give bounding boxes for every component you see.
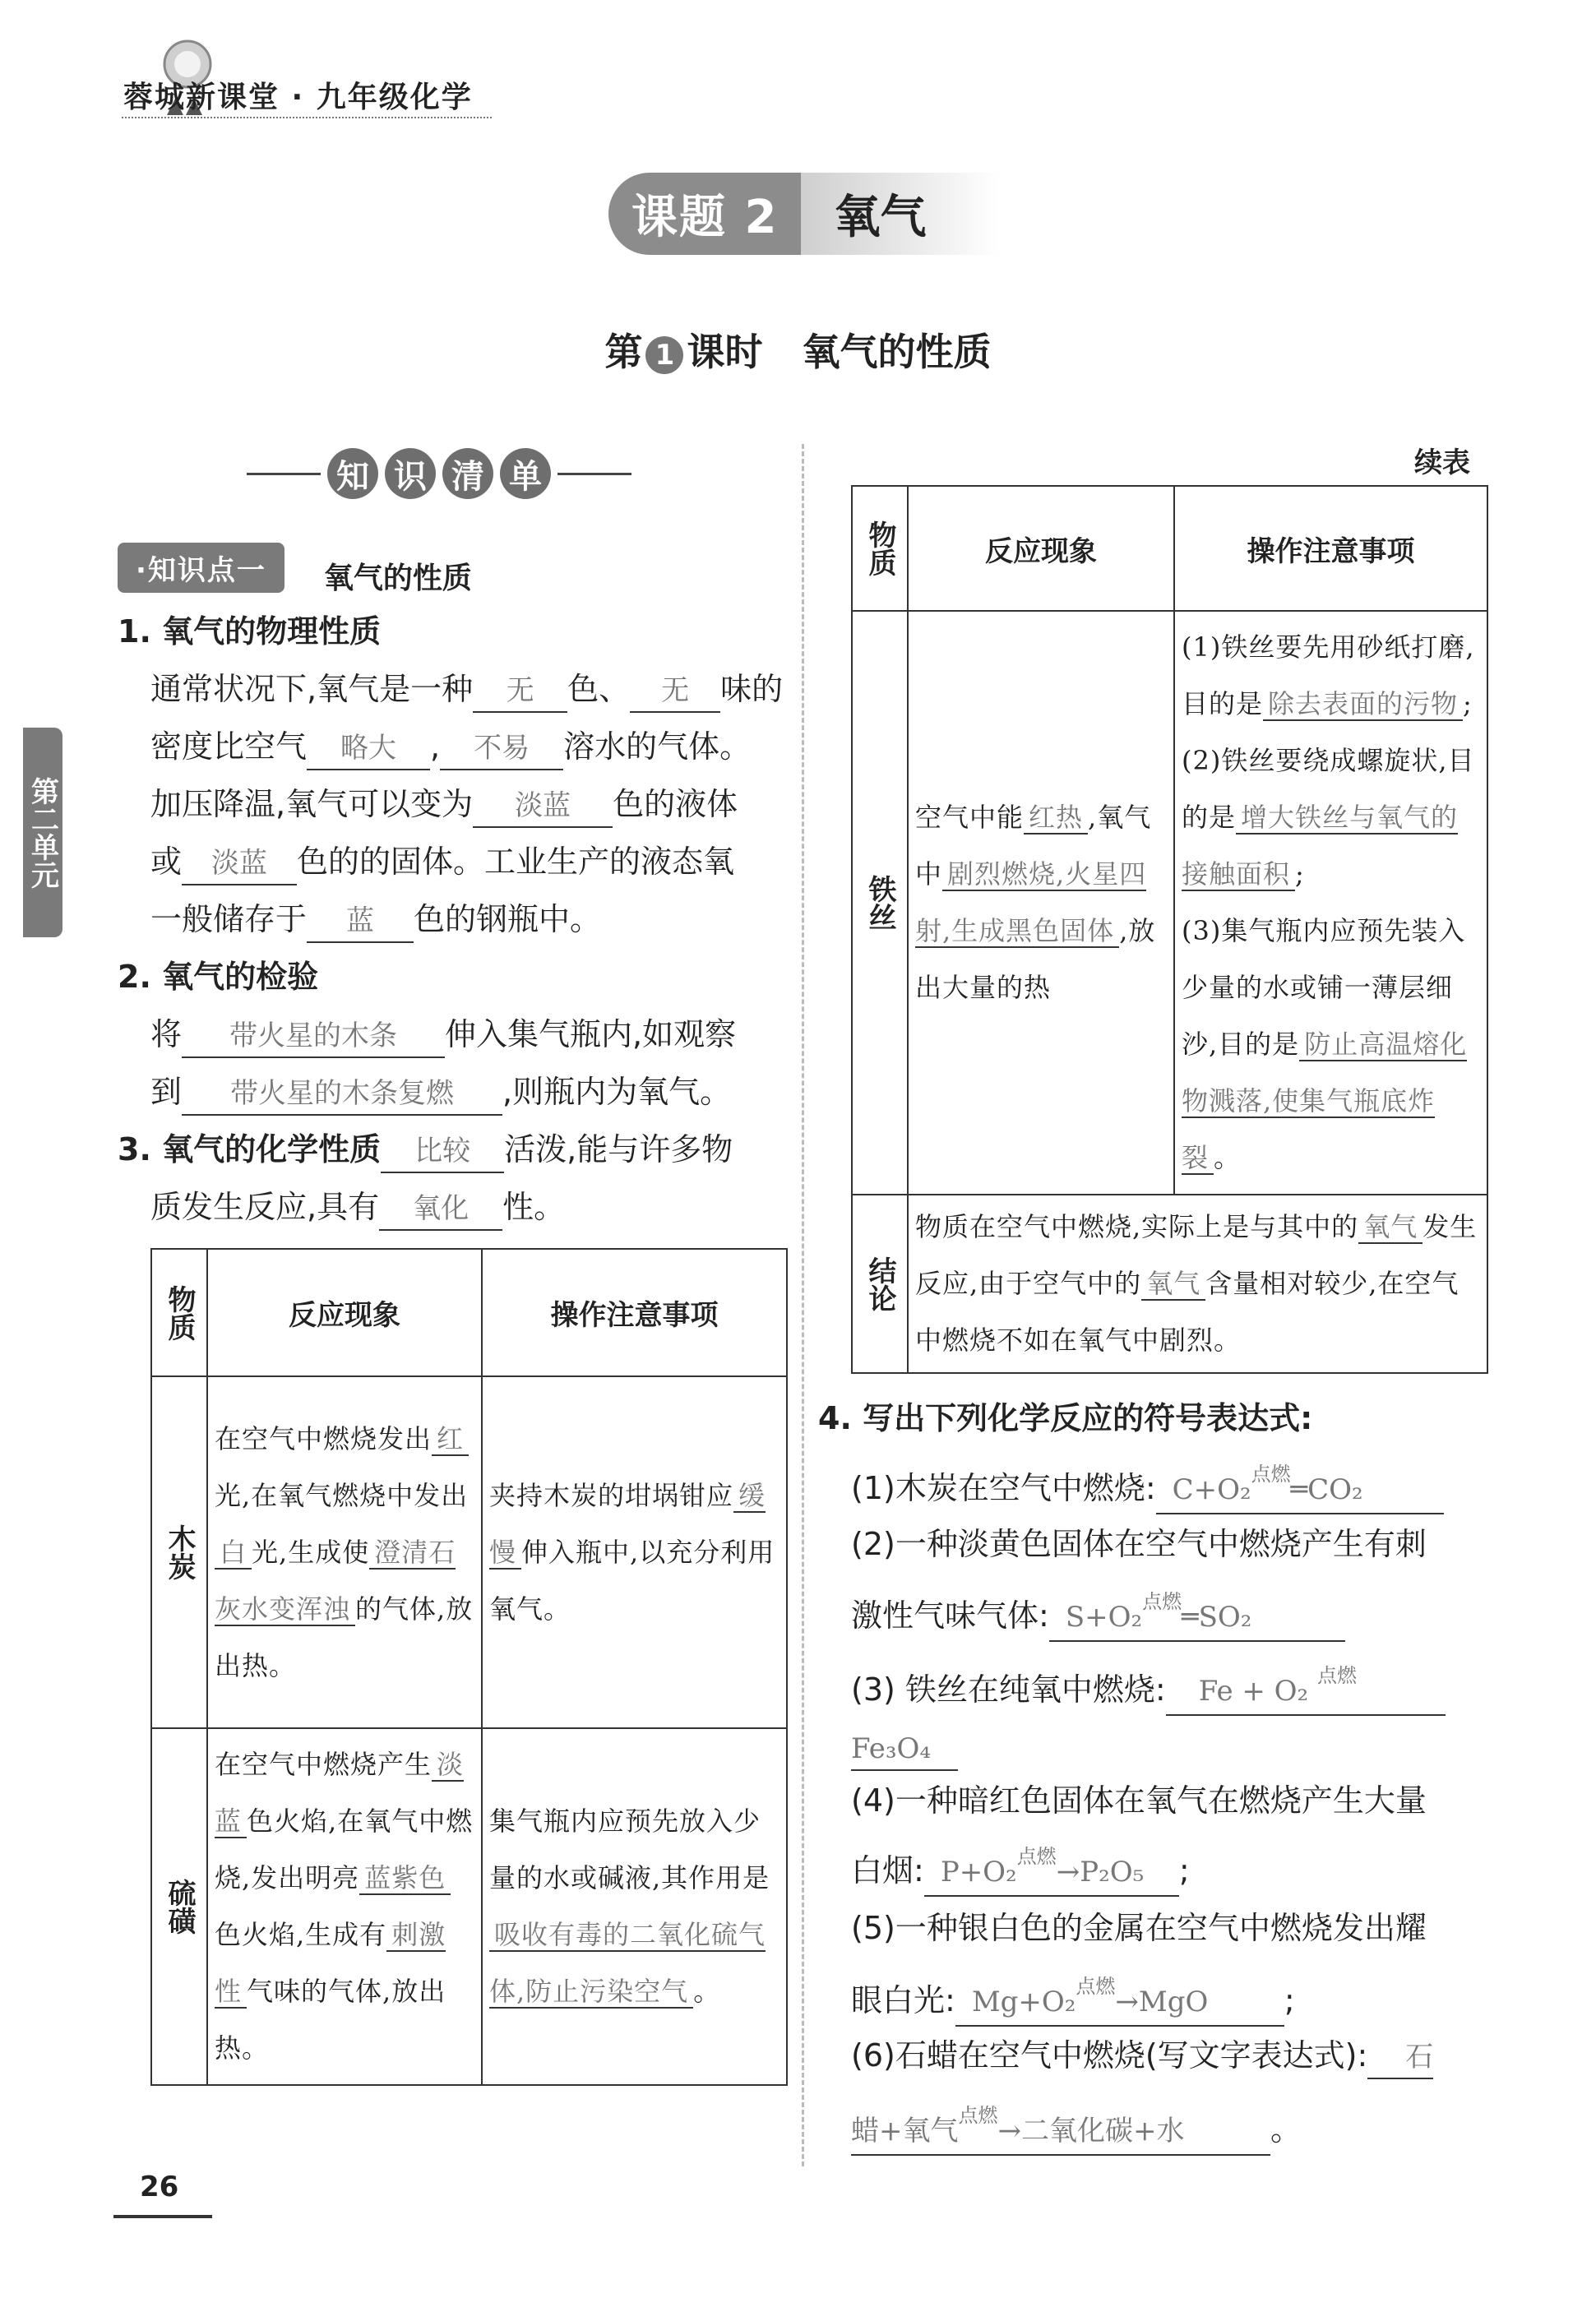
answer-blank: 增大铁丝与氧气的接触面积 <box>1182 802 1459 890</box>
sulfur-phenomenon <box>207 1728 482 2085</box>
lesson-number: 课题 2 <box>608 173 801 255</box>
answer-blank: 氧化 <box>379 1188 502 1231</box>
text: 活泼,能与许多物 <box>504 1131 733 1167</box>
section-dash-right <box>557 473 631 475</box>
text: 集气瓶内应预先放入少量的水或碱液,其作用是 <box>489 1805 770 1893</box>
q4-r4-line2 <box>851 1846 1190 1897</box>
text: 或 <box>150 844 183 880</box>
text: 一般储存于 <box>150 901 308 937</box>
answer-blank: 比较 <box>381 1130 504 1173</box>
answer-blank: 红热 <box>1024 802 1088 834</box>
answer-blank: 蓝 <box>307 900 414 943</box>
answer-blank: 白 <box>215 1537 252 1570</box>
text: 发生反应,由于空气中的 <box>915 1211 1478 1299</box>
table-row <box>852 1195 1487 1373</box>
equation-lhs: C+O₂ <box>1172 1473 1251 1506</box>
text: 色的液体 <box>613 786 738 822</box>
text: 色的钢瓶中。 <box>414 901 602 937</box>
answer-blank: 澄清石灰水变浑浊 <box>215 1536 456 1625</box>
equation-lhs: P+O₂ <box>940 1856 1017 1889</box>
page-number-rule <box>113 2215 212 2218</box>
q4-r3-line1 <box>851 1665 1446 1716</box>
text: 气味的气体,放出热。 <box>215 1976 446 2064</box>
knowledge-point-tag: ·知识点一 <box>118 543 285 593</box>
answer-blank: C+O₂$^{点燃}$═CO₂ <box>1156 1469 1444 1514</box>
page-number: 26 <box>140 2171 179 2203</box>
answer-blank: 略大 <box>307 728 430 770</box>
answer-blank: 不易 <box>440 728 563 770</box>
q1-line4 <box>150 837 734 886</box>
iron-phenomenon <box>908 611 1174 1195</box>
table-row <box>852 611 1487 1195</box>
text: (1)铁丝要先用砂纸打磨,目的是 <box>1182 631 1475 719</box>
section-char: 单 <box>500 448 551 499</box>
text: 光,在氧气燃烧中发出 <box>215 1479 469 1511</box>
answer-blank: 刺激性 <box>215 1919 446 2007</box>
text: ; <box>1284 1982 1295 2018</box>
answer-blank: 蜡+氧气$^{点燃}$→二氧化碳+水 <box>851 2111 1270 2156</box>
period-prefix: 第 <box>604 330 643 374</box>
text: 空气中能 <box>915 802 1025 833</box>
text: 质发生反应,具有 <box>150 1189 380 1225</box>
table-header-row <box>852 486 1487 611</box>
answer-blank: 蓝紫色 <box>359 1862 451 1895</box>
answer-blank: 防止高温熔化物溅落,使集气瓶底炸裂 <box>1182 1029 1468 1173</box>
equation-lhs: Fe + O₂ <box>1198 1675 1309 1708</box>
text: 溶水的气体。 <box>563 728 752 765</box>
q2-line2 <box>150 1067 731 1117</box>
text: ,则瓶内为氧气。 <box>502 1074 732 1110</box>
table-row <box>151 1728 787 2085</box>
conclusion-label: 结论 <box>852 1195 908 1373</box>
period-number: 1 <box>645 336 683 374</box>
q4-r1 <box>851 1463 1444 1514</box>
text: 。 <box>693 1976 721 2007</box>
text: 色火焰,在氧气中燃烧,发出明亮 <box>215 1805 474 1893</box>
section-char: 知 <box>327 448 378 499</box>
period-name: 氧气的性质 <box>802 330 992 374</box>
answer-blank: 吸收有毒的二氧化硫气体,防止污染空气 <box>489 1919 766 2007</box>
text: 含量相对较少,在空气中燃烧不如在氧气中剧烈。 <box>915 1268 1460 1356</box>
text: 的气体,放出热。 <box>215 1593 474 1681</box>
text: , <box>430 728 441 765</box>
sulfur-notes <box>482 1728 787 2085</box>
col-header-substance: 物质 <box>151 1249 207 1376</box>
col-header-phenomenon: 反应现象 <box>908 486 1174 611</box>
q3-line2 <box>150 1182 565 1232</box>
equation-lhs: S+O₂ <box>1065 1601 1143 1634</box>
col-header-substance: 物质 <box>852 486 908 611</box>
answer-blank: 无 <box>630 670 720 713</box>
q4-r5-line1: (5)一种银白色的金属在空气中燃烧发出耀 <box>851 1910 1427 1946</box>
equation-rhs: CO₂ <box>1307 1473 1363 1506</box>
q3-line1 <box>118 1125 733 1174</box>
q1-title: 1. 氧气的物理性质 <box>118 613 382 650</box>
answer-blank: 无 <box>473 670 567 713</box>
charcoal-notes <box>482 1376 787 1728</box>
lesson-banner <box>608 173 1000 255</box>
text: 白烟: <box>851 1852 924 1889</box>
text: 伸入瓶中,以充分利用氧气。 <box>489 1536 775 1625</box>
reaction-condition: 点燃 <box>1317 1664 1357 1687</box>
q4-r3-line2 <box>851 1722 958 1772</box>
text: (3)集气瓶内应预先装入少量的水或铺一薄层细沙,目的是 <box>1182 915 1466 1060</box>
q4-r5-line2 <box>851 1976 1295 2027</box>
col-header-notes: 操作注意事项 <box>482 1249 787 1376</box>
reaction-condition: 点燃 <box>958 2104 998 2127</box>
text: 眼白光: <box>851 1982 955 2018</box>
charcoal-phenomenon <box>207 1376 482 1728</box>
answer-blank <box>1166 1664 1446 1716</box>
reaction-condition: 点燃 <box>1016 1845 1057 1868</box>
q4-r6-line2 <box>851 2105 1302 2156</box>
answer-blank: 氧气 <box>1141 1268 1205 1301</box>
answer-blank: 淡蓝 <box>215 1749 465 1837</box>
equation-rhs: P₂O₅ <box>1080 1856 1145 1889</box>
period-suffix: 课时 <box>687 330 763 374</box>
header-rule <box>122 117 492 118</box>
text: 色火焰,生成有 <box>215 1919 387 1950</box>
q1-line5 <box>150 895 601 944</box>
q1-line3 <box>150 779 738 829</box>
col-header-notes: 操作注意事项 <box>1174 486 1487 611</box>
text: 在空气中燃烧产生 <box>215 1749 433 1780</box>
text: (3) 铁丝在纯氧中燃烧: <box>851 1671 1166 1708</box>
period-title <box>0 322 1596 377</box>
column-divider <box>802 444 804 2166</box>
text: ,放出大量的热 <box>915 915 1156 1003</box>
equation-lhs: Mg+O₂ <box>971 1986 1076 2018</box>
row-substance: 木炭 <box>151 1376 207 1728</box>
text: 性。 <box>502 1189 566 1225</box>
text: (6)石蜡在空气中燃烧(写文字表达式): <box>851 2037 1368 2074</box>
q4-r2-line1: (2)一种淡黄色固体在空气中燃烧产生有刺 <box>851 1526 1427 1562</box>
text: ,氧气中 <box>915 802 1152 890</box>
text: (1)木炭在空气中燃烧: <box>851 1470 1156 1506</box>
text: 伸入集气瓶内,如观察 <box>445 1016 737 1052</box>
text: 通常状况下,氧气是一种 <box>150 671 474 707</box>
table-header-row <box>151 1249 787 1376</box>
text: ; <box>1178 1852 1190 1889</box>
properties-table-2 <box>851 485 1488 1374</box>
text: (2)铁丝要绕成螺旋状,目的是 <box>1182 745 1475 833</box>
answer-blank: 带火星的木条 <box>182 1015 445 1058</box>
lesson-name: 氧气 <box>801 173 1000 255</box>
answer-blank: Mg+O₂$^{点燃}$→MgO <box>955 1981 1284 2027</box>
answer-blank: 石 <box>1367 2037 1433 2079</box>
reaction-condition: 点燃 <box>1251 1463 1291 1486</box>
answer-blank: S+O₂$^{点燃}$═SO₂ <box>1049 1597 1345 1642</box>
book-title: 蓉城新课堂 · 九年级化学 <box>123 81 473 114</box>
answer-blank: 淡蓝 <box>473 785 613 828</box>
text: 加压降温,氧气可以变为 <box>150 786 474 822</box>
text: 夹持木炭的坩埚钳应 <box>489 1479 734 1511</box>
answer-blank: 带火星的木条复燃 <box>182 1073 502 1116</box>
q1-line1 <box>150 664 783 714</box>
section-char: 识 <box>385 448 436 499</box>
text: 光,生成使 <box>252 1536 370 1568</box>
answer-blank: 红 <box>432 1423 469 1456</box>
text: 。 <box>1270 2111 1302 2147</box>
answer-blank: 缓慢 <box>489 1479 766 1568</box>
text: 。 <box>1214 1142 1242 1173</box>
properties-table-1 <box>150 1248 788 2086</box>
reaction-condition: 点燃 <box>1142 1590 1182 1613</box>
text: 将 <box>150 1016 183 1052</box>
equation-rhs: 二氧化碳+水 <box>1021 2115 1185 2147</box>
text: 激性气味气体: <box>851 1597 1049 1634</box>
text: 3. 氧气的化学性质 <box>118 1131 382 1167</box>
section-header <box>247 448 631 499</box>
q2-title: 2. 氧气的检验 <box>118 959 319 995</box>
equation-lhs: 蜡+氧气 <box>851 2115 959 2147</box>
q1-line2 <box>150 722 751 771</box>
answer-blank: P+O₂$^{点燃}$→P₂O₅ <box>924 1852 1179 1897</box>
answer-blank: 除去表面的污物 <box>1263 688 1463 721</box>
answer-blank: 氧气 <box>1358 1211 1423 1244</box>
iron-notes <box>1174 611 1487 1195</box>
row-substance: 硫磺 <box>151 1728 207 2085</box>
section-dash-left <box>247 473 321 475</box>
q2-line1 <box>150 1010 736 1059</box>
q4-r6-line1 <box>851 2031 1433 2080</box>
text: 密度比空气 <box>150 728 308 765</box>
text: 色的的固体。工业生产的液态氧 <box>297 844 735 880</box>
text: ; <box>1463 688 1473 719</box>
text: 味的 <box>720 671 784 707</box>
equation-rhs: MgO <box>1138 1986 1209 2018</box>
table-row <box>151 1376 787 1728</box>
answer-blank: 剧烈燃烧,火星四射,生成黑色固体 <box>915 858 1147 946</box>
row-substance: 铁丝 <box>852 611 908 1195</box>
q4-r4-line1: (4)一种暗红色固体在氧气在燃烧产生大量 <box>851 1782 1427 1819</box>
continued-label: 续表 <box>1414 446 1470 479</box>
text: 色、 <box>567 671 631 707</box>
section-char: 清 <box>442 448 493 499</box>
equation-rhs: SO₂ <box>1198 1601 1252 1634</box>
answer-blank: 淡蓝 <box>182 843 297 885</box>
conclusion-text <box>908 1195 1487 1373</box>
q4-title: 4. 写出下列化学反应的符号表达式: <box>818 1400 1313 1436</box>
text: 在空气中燃烧发出 <box>215 1422 433 1454</box>
col-header-phenomenon: 反应现象 <box>207 1249 482 1376</box>
answer-blank: Fe₃O₄ <box>851 1728 958 1771</box>
unit-side-tab: 第二单元 <box>23 728 62 937</box>
knowledge-point-title: 氧气的性质 <box>323 562 472 595</box>
text: ; <box>1295 858 1305 890</box>
reaction-condition: 点燃 <box>1076 1975 1116 1998</box>
knowledge-point-row <box>118 539 472 597</box>
text: 到 <box>150 1074 183 1110</box>
text: 物质在空气中燃烧,实际上是与其中的 <box>915 1211 1359 1242</box>
q4-r2-line2 <box>851 1591 1345 1642</box>
